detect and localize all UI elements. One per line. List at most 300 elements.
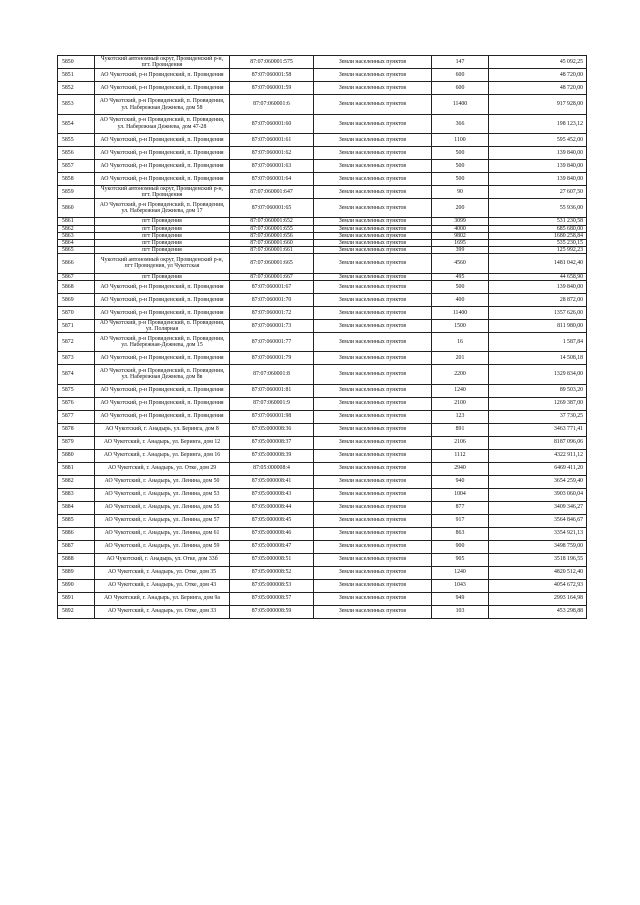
table-row bbox=[58, 592, 587, 605]
row-number: 5892 bbox=[58, 605, 95, 618]
cadastral-number-cell: 87:05:000008:41 bbox=[230, 475, 314, 488]
address-cell: АО Чукотский, р-н Провиденский, п. Провидения bbox=[95, 397, 230, 410]
cadastral-value-cell: 453 298,88 bbox=[489, 605, 587, 618]
area-cell: 1100 bbox=[432, 133, 489, 146]
land-category-cell: Земли населенных пунктов bbox=[314, 462, 432, 475]
table-row bbox=[58, 239, 587, 246]
land-category-cell: Земли населенных пунктов bbox=[314, 579, 432, 592]
land-category-cell: Земли населенных пунктов bbox=[314, 56, 432, 69]
row-number: 5874 bbox=[58, 365, 95, 384]
area-cell: 600 bbox=[432, 69, 489, 82]
land-category-cell: Земли населенных пунктов bbox=[314, 449, 432, 462]
land-category-cell: Земли населенных пунктов bbox=[314, 254, 432, 273]
table-row bbox=[58, 293, 587, 306]
cadastral-value-cell: 3654 259,40 bbox=[489, 475, 587, 488]
address-cell: АО Чукотский, р-н Провиденский, п. Провидения bbox=[95, 82, 230, 95]
table-row bbox=[58, 566, 587, 579]
table-body bbox=[58, 56, 587, 619]
cadastral-number-cell: 87:05:000008:57 bbox=[230, 592, 314, 605]
cadastral-number-cell: 87:07:060001:660 bbox=[230, 239, 314, 246]
cadastral-number-cell: 87:07:060001:59 bbox=[230, 82, 314, 95]
cadastral-number-cell: 87:07:060001:81 bbox=[230, 384, 314, 397]
address-cell: АО Чукотский, р-н Провиденский, п. Провидения bbox=[95, 306, 230, 319]
land-category-cell: Земли населенных пунктов bbox=[314, 95, 432, 114]
row-number: 5879 bbox=[58, 436, 95, 449]
cadastral-number-cell: 87:05:000008:53 bbox=[230, 579, 314, 592]
cadastral-value-cell: 4322 911,12 bbox=[489, 449, 587, 462]
address-cell: пгт Провидения bbox=[95, 273, 230, 280]
address-cell: АО Чукотский, г. Анадырь, ул. Беринга, дом 16 bbox=[95, 449, 230, 462]
area-cell: 891 bbox=[432, 423, 489, 436]
address-cell: пгт Провидения bbox=[95, 247, 230, 254]
table-row bbox=[58, 280, 587, 293]
cadastral-number-cell: 87:07:060001:70 bbox=[230, 293, 314, 306]
cadastral-value-cell: 595 452,00 bbox=[489, 133, 587, 146]
cadastral-value-cell: 1329 834,00 bbox=[489, 365, 587, 384]
land-category-cell: Земли населенных пунктов bbox=[314, 566, 432, 579]
cadastral-number-cell: 87:07:060001:575 bbox=[230, 56, 314, 69]
address-cell: АО Чукотский, г. Анадырь, ул. Ленина, дом 50 bbox=[95, 475, 230, 488]
address-cell: АО Чукотский, г. Анадырь, ул. Беринга, дом 12 bbox=[95, 436, 230, 449]
land-category-cell: Земли населенных пунктов bbox=[314, 185, 432, 198]
cadastral-number-cell: 87:07:060001:656 bbox=[230, 232, 314, 239]
land-category-cell: Земли населенных пунктов bbox=[314, 384, 432, 397]
table-row bbox=[58, 333, 587, 352]
land-category-cell: Земли населенных пунктов bbox=[314, 239, 432, 246]
cadastral-value-cell: 6469 411,20 bbox=[489, 462, 587, 475]
cadastral-value-cell: 27 607,50 bbox=[489, 185, 587, 198]
cadastral-number-cell: 87:05:000008:44 bbox=[230, 501, 314, 514]
area-cell: 400 bbox=[432, 293, 489, 306]
cadastral-value-cell: 535 230,15 bbox=[489, 239, 587, 246]
cadastral-number-cell: 87:07:060001:73 bbox=[230, 319, 314, 332]
table-row bbox=[58, 352, 587, 365]
address-cell: АО Чукотский, р-н Провиденский, п. Провидения bbox=[95, 133, 230, 146]
table-row bbox=[58, 199, 587, 218]
row-number: 5866 bbox=[58, 254, 95, 273]
address-cell: АО Чукотский, г. Анадырь, ул. Ленина, дом 57 bbox=[95, 514, 230, 527]
row-number: 5875 bbox=[58, 384, 95, 397]
table-row bbox=[58, 273, 587, 280]
row-number: 5860 bbox=[58, 199, 95, 218]
area-cell: 1043 bbox=[432, 579, 489, 592]
cadastral-number-cell: 87:05:000008:37 bbox=[230, 436, 314, 449]
table-row bbox=[58, 488, 587, 501]
row-number: 5856 bbox=[58, 146, 95, 159]
area-cell: 500 bbox=[432, 172, 489, 185]
land-category-cell: Земли населенных пунктов bbox=[314, 280, 432, 293]
address-cell: АО Чукотский, р-н Провиденский, п. Провидения, ул. Набережная-Дежнева, дом 15 bbox=[95, 333, 230, 352]
area-cell: 366 bbox=[432, 114, 489, 133]
land-category-cell: Земли населенных пунктов bbox=[314, 352, 432, 365]
address-cell: АО Чукотский, г. Анадырь, ул. Отке, дом 35 bbox=[95, 566, 230, 579]
address-cell: АО Чукотский, г. Анадырь, ул. Беринга, дом 8 bbox=[95, 423, 230, 436]
area-cell: 2200 bbox=[432, 365, 489, 384]
area-cell: 9802 bbox=[432, 232, 489, 239]
row-number: 5867 bbox=[58, 273, 95, 280]
cadastral-value-cell: 55 936,00 bbox=[489, 199, 587, 218]
cadastral-number-cell: 87:05:000008:59 bbox=[230, 605, 314, 618]
land-category-cell: Земли населенных пунктов bbox=[314, 436, 432, 449]
land-category-cell: Земли населенных пунктов bbox=[314, 218, 432, 225]
land-category-cell: Земли населенных пунктов bbox=[314, 199, 432, 218]
address-cell: АО Чукотский, г. Анадырь, ул. Беринга, дом 9а bbox=[95, 592, 230, 605]
cadastral-value-cell: 48 720,00 bbox=[489, 69, 587, 82]
area-cell: 600 bbox=[432, 82, 489, 95]
address-cell: АО Чукотский, г. Анадырь, ул. Ленина, дом 53 bbox=[95, 488, 230, 501]
table-row bbox=[58, 306, 587, 319]
cadastral-number-cell: 87:07:060001:647 bbox=[230, 185, 314, 198]
cadastral-number-cell: 87:07:060001:60 bbox=[230, 114, 314, 133]
address-cell: АО Чукотский, г. Анадырь, ул. Отке, дом 33б bbox=[95, 553, 230, 566]
land-category-cell: Земли населенных пунктов bbox=[314, 159, 432, 172]
area-cell: 917 bbox=[432, 514, 489, 527]
table-row bbox=[58, 462, 587, 475]
table-row bbox=[58, 95, 587, 114]
cadastral-number-cell: 87:05:000008:47 bbox=[230, 540, 314, 553]
row-number: 5863 bbox=[58, 232, 95, 239]
address-cell: Чукотский автономный округ, Провиденский р-н, пгт. Провидения bbox=[95, 185, 230, 198]
row-number: 5852 bbox=[58, 82, 95, 95]
land-category-cell: Земли населенных пунктов bbox=[314, 114, 432, 133]
address-cell: АО Чукотский, р-н Провиденский, п. Провидения bbox=[95, 293, 230, 306]
land-category-cell: Земли населенных пунктов bbox=[314, 133, 432, 146]
table-row bbox=[58, 56, 587, 69]
area-cell: 399 bbox=[432, 247, 489, 254]
cadastral-value-cell: 3463 771,41 bbox=[489, 423, 587, 436]
table-row bbox=[58, 553, 587, 566]
table-row bbox=[58, 133, 587, 146]
land-plots-table bbox=[57, 55, 587, 619]
address-cell: АО Чукотский, г. Анадырь, ул. Отке, дом 29 bbox=[95, 462, 230, 475]
cadastral-number-cell: 87:07:060001:665 bbox=[230, 254, 314, 273]
row-number: 5878 bbox=[58, 423, 95, 436]
document-page bbox=[57, 55, 586, 619]
table-row bbox=[58, 397, 587, 410]
cadastral-value-cell: 1680 258,84 bbox=[489, 232, 587, 239]
row-number: 5883 bbox=[58, 488, 95, 501]
address-cell: АО Чукотский, г. Анадырь, ул. Ленина, дом 59 bbox=[95, 540, 230, 553]
area-cell: 4560 bbox=[432, 254, 489, 273]
area-cell: 949 bbox=[432, 592, 489, 605]
cadastral-value-cell: 1269 387,00 bbox=[489, 397, 587, 410]
address-cell: АО Чукотский, г. Анадырь, ул. Ленина, дом 55 bbox=[95, 501, 230, 514]
cadastral-value-cell: 139 840,00 bbox=[489, 146, 587, 159]
cadastral-number-cell: 87:07:060001:62 bbox=[230, 146, 314, 159]
address-cell: АО Чукотский, р-н Провиденский, п. Провидения bbox=[95, 410, 230, 423]
table-row bbox=[58, 514, 587, 527]
cadastral-value-cell: 3518 196,55 bbox=[489, 553, 587, 566]
cadastral-number-cell: 87:05:000008:43 bbox=[230, 488, 314, 501]
table-row bbox=[58, 185, 587, 198]
cadastral-value-cell: 44 658,90 bbox=[489, 273, 587, 280]
land-category-cell: Земли населенных пунктов bbox=[314, 232, 432, 239]
address-cell: АО Чукотский, р-н Провиденский, п. Провидения, ул. Набережная Дежнева, дом 17 bbox=[95, 199, 230, 218]
land-category-cell: Земли населенных пунктов bbox=[314, 514, 432, 527]
address-cell: АО Чукотский, р-н Провиденский, п. Провидения bbox=[95, 172, 230, 185]
cadastral-value-cell: 48 720,00 bbox=[489, 82, 587, 95]
land-category-cell: Земли населенных пунктов bbox=[314, 69, 432, 82]
cadastral-number-cell: 87:07:060001:63 bbox=[230, 159, 314, 172]
cadastral-number-cell: 87:05:000008:52 bbox=[230, 566, 314, 579]
address-cell: АО Чукотский, р-н Провиденский, п. Провидения, ул. Набережная Дежнева, дом 58 bbox=[95, 95, 230, 114]
area-cell: 11400 bbox=[432, 95, 489, 114]
row-number: 5871 bbox=[58, 319, 95, 332]
address-cell: Чукотский автономный округ, Провиденский р-н, пгт. Провидения bbox=[95, 56, 230, 69]
table-row bbox=[58, 449, 587, 462]
cadastral-number-cell: 87:05:000008:46 bbox=[230, 527, 314, 540]
cadastral-number-cell: 87:07:060001:61 bbox=[230, 133, 314, 146]
cadastral-value-cell: 4054 672,93 bbox=[489, 579, 587, 592]
row-number: 5890 bbox=[58, 579, 95, 592]
address-cell: АО Чукотский, р-н Провиденский, п. Провидения, ул. Набережная Дежнева, дом 47-28 bbox=[95, 114, 230, 133]
area-cell: 1500 bbox=[432, 319, 489, 332]
row-number: 5865 bbox=[58, 247, 95, 254]
cadastral-value-cell: 45 092,25 bbox=[489, 56, 587, 69]
land-category-cell: Земли населенных пунктов bbox=[314, 527, 432, 540]
address-cell: АО Чукотский, г. Анадырь, ул. Ленина, дом 61 bbox=[95, 527, 230, 540]
area-cell: 2100 bbox=[432, 397, 489, 410]
area-cell: 4000 bbox=[432, 225, 489, 232]
cadastral-number-cell: 87:07:060001:652 bbox=[230, 218, 314, 225]
table-row bbox=[58, 319, 587, 332]
land-category-cell: Земли населенных пунктов bbox=[314, 306, 432, 319]
land-category-cell: Земли населенных пунктов bbox=[314, 553, 432, 566]
land-category-cell: Земли населенных пунктов bbox=[314, 172, 432, 185]
cadastral-value-cell: 1357 626,00 bbox=[489, 306, 587, 319]
area-cell: 900 bbox=[432, 540, 489, 553]
cadastral-value-cell: 3903 060,04 bbox=[489, 488, 587, 501]
area-cell: 500 bbox=[432, 280, 489, 293]
row-number: 5855 bbox=[58, 133, 95, 146]
area-cell: 201 bbox=[432, 352, 489, 365]
land-category-cell: Земли населенных пунктов bbox=[314, 605, 432, 618]
land-category-cell: Земли населенных пунктов bbox=[314, 397, 432, 410]
table-row bbox=[58, 254, 587, 273]
land-category-cell: Земли населенных пунктов bbox=[314, 488, 432, 501]
table-row bbox=[58, 247, 587, 254]
area-cell: 1240 bbox=[432, 384, 489, 397]
row-number: 5891 bbox=[58, 592, 95, 605]
cadastral-number-cell: 87:07:060001:72 bbox=[230, 306, 314, 319]
address-cell: АО Чукотский, р-н Провиденский, п. Провидения bbox=[95, 384, 230, 397]
table-row bbox=[58, 232, 587, 239]
row-number: 5884 bbox=[58, 501, 95, 514]
land-category-cell: Земли населенных пунктов bbox=[314, 475, 432, 488]
row-number: 5887 bbox=[58, 540, 95, 553]
area-cell: 90 bbox=[432, 185, 489, 198]
cadastral-number-cell: 87:07:060001:667 bbox=[230, 273, 314, 280]
cadastral-value-cell: 139 840,00 bbox=[489, 172, 587, 185]
cadastral-value-cell: 198 123,12 bbox=[489, 114, 587, 133]
cadastral-value-cell: 3498 759,00 bbox=[489, 540, 587, 553]
row-number: 5861 bbox=[58, 218, 95, 225]
address-cell: Чукотский автономный округ, Провиденский р-н, пгт Провидения, ул Чукотская bbox=[95, 254, 230, 273]
row-number: 5876 bbox=[58, 397, 95, 410]
row-number: 5859 bbox=[58, 185, 95, 198]
area-cell: 2940 bbox=[432, 462, 489, 475]
cadastral-value-cell: 531 230,58 bbox=[489, 218, 587, 225]
cadastral-number-cell: 87:05:000008:4 bbox=[230, 462, 314, 475]
land-category-cell: Земли населенных пунктов bbox=[314, 247, 432, 254]
area-cell: 1004 bbox=[432, 488, 489, 501]
cadastral-value-cell: 3409 346,27 bbox=[489, 501, 587, 514]
area-cell: 2106 bbox=[432, 436, 489, 449]
cadastral-number-cell: 87:05:000008:45 bbox=[230, 514, 314, 527]
cadastral-value-cell: 1 587,84 bbox=[489, 333, 587, 352]
land-category-cell: Земли населенных пунктов bbox=[314, 540, 432, 553]
address-cell: АО Чукотский, р-н Провиденский, п. Провидения bbox=[95, 69, 230, 82]
cadastral-number-cell: 87:07:060001:58 bbox=[230, 69, 314, 82]
land-category-cell: Земли населенных пунктов bbox=[314, 293, 432, 306]
cadastral-number-cell: 87:07:060001:8 bbox=[230, 365, 314, 384]
cadastral-number-cell: 87:07:060001:65 bbox=[230, 199, 314, 218]
row-number: 5869 bbox=[58, 293, 95, 306]
row-number: 5877 bbox=[58, 410, 95, 423]
land-category-cell: Земли населенных пунктов bbox=[314, 225, 432, 232]
row-number: 5886 bbox=[58, 527, 95, 540]
area-cell: 1112 bbox=[432, 449, 489, 462]
area-cell: 940 bbox=[432, 475, 489, 488]
row-number: 5858 bbox=[58, 172, 95, 185]
area-cell: 123 bbox=[432, 410, 489, 423]
area-cell: 495 bbox=[432, 273, 489, 280]
cadastral-number-cell: 87:07:060001:67 bbox=[230, 280, 314, 293]
land-category-cell: Земли населенных пунктов bbox=[314, 501, 432, 514]
row-number: 5870 bbox=[58, 306, 95, 319]
table-row bbox=[58, 527, 587, 540]
row-number: 5868 bbox=[58, 280, 95, 293]
row-number: 5882 bbox=[58, 475, 95, 488]
cadastral-value-cell: 37 730,25 bbox=[489, 410, 587, 423]
cadastral-number-cell: 87:05:000008:39 bbox=[230, 449, 314, 462]
row-number: 5885 bbox=[58, 514, 95, 527]
row-number: 5881 bbox=[58, 462, 95, 475]
table-row bbox=[58, 225, 587, 232]
cadastral-value-cell: 139 840,00 bbox=[489, 159, 587, 172]
cadastral-number-cell: 87:07:060001:64 bbox=[230, 172, 314, 185]
area-cell: 11400 bbox=[432, 306, 489, 319]
table-row bbox=[58, 146, 587, 159]
table-row bbox=[58, 579, 587, 592]
land-category-cell: Земли населенных пунктов bbox=[314, 410, 432, 423]
cadastral-value-cell: 1481 042,40 bbox=[489, 254, 587, 273]
cadastral-number-cell: 87:05:000008:36 bbox=[230, 423, 314, 436]
cadastral-value-cell: 2993 164,98 bbox=[489, 592, 587, 605]
address-cell: АО Чукотский, р-н Провиденский, п. Провидения bbox=[95, 159, 230, 172]
cadastral-value-cell: 14 508,18 bbox=[489, 352, 587, 365]
row-number: 5888 bbox=[58, 553, 95, 566]
address-cell: пгт Провидения bbox=[95, 225, 230, 232]
address-cell: АО Чукотский, г. Анадырь, ул. Отке, дом 33 bbox=[95, 605, 230, 618]
cadastral-value-cell: 139 840,00 bbox=[489, 280, 587, 293]
area-cell: 1695 bbox=[432, 239, 489, 246]
cadastral-number-cell: 87:07:060001:77 bbox=[230, 333, 314, 352]
cadastral-value-cell: 3564 846,67 bbox=[489, 514, 587, 527]
area-cell: 200 bbox=[432, 199, 489, 218]
table-row bbox=[58, 159, 587, 172]
address-cell: пгт Провидения bbox=[95, 218, 230, 225]
area-cell: 103 bbox=[432, 605, 489, 618]
cadastral-value-cell: 811 980,00 bbox=[489, 319, 587, 332]
land-category-cell: Земли населенных пунктов bbox=[314, 319, 432, 332]
cadastral-number-cell: 87:05:000008:51 bbox=[230, 553, 314, 566]
area-cell: 3099 bbox=[432, 218, 489, 225]
area-cell: 863 bbox=[432, 527, 489, 540]
cadastral-number-cell: 87:07:060001:661 bbox=[230, 247, 314, 254]
table-row bbox=[58, 384, 587, 397]
row-number: 5857 bbox=[58, 159, 95, 172]
row-number: 5851 bbox=[58, 69, 95, 82]
table-row bbox=[58, 423, 587, 436]
land-category-cell: Земли населенных пунктов bbox=[314, 333, 432, 352]
area-cell: 905 bbox=[432, 553, 489, 566]
address-cell: АО Чукотский, р-н Провиденский, п. Провидения bbox=[95, 146, 230, 159]
address-cell: пгт Провидения bbox=[95, 239, 230, 246]
row-number: 5873 bbox=[58, 352, 95, 365]
cadastral-value-cell: 917 928,00 bbox=[489, 95, 587, 114]
row-number: 5872 bbox=[58, 333, 95, 352]
address-cell: АО Чукотский, р-н Провиденский, п. Провидения, ул. Полярная bbox=[95, 319, 230, 332]
cadastral-value-cell: 125 992,23 bbox=[489, 247, 587, 254]
address-cell: пгт Провидения bbox=[95, 232, 230, 239]
row-number: 5850 bbox=[58, 56, 95, 69]
cadastral-value-cell: 89 503,20 bbox=[489, 384, 587, 397]
table-row bbox=[58, 540, 587, 553]
land-category-cell: Земли населенных пунктов bbox=[314, 592, 432, 605]
cadastral-number-cell: 87:07:060001:6 bbox=[230, 95, 314, 114]
area-cell: 500 bbox=[432, 159, 489, 172]
cadastral-value-cell: 3354 921,13 bbox=[489, 527, 587, 540]
table-row bbox=[58, 114, 587, 133]
cadastral-number-cell: 87:07:060001:655 bbox=[230, 225, 314, 232]
table-row bbox=[58, 69, 587, 82]
land-category-cell: Земли населенных пунктов bbox=[314, 82, 432, 95]
land-category-cell: Земли населенных пунктов bbox=[314, 146, 432, 159]
row-number: 5864 bbox=[58, 239, 95, 246]
cadastral-value-cell: 8187 096,06 bbox=[489, 436, 587, 449]
address-cell: АО Чукотский, р-н Провиденский, п. Провидения, ул. Набережная Дежнева, дом 8в bbox=[95, 365, 230, 384]
table-row bbox=[58, 82, 587, 95]
area-cell: 16 bbox=[432, 333, 489, 352]
table-row bbox=[58, 501, 587, 514]
address-cell: АО Чукотский, р-н Провиденский, п. Провидения bbox=[95, 352, 230, 365]
area-cell: 877 bbox=[432, 501, 489, 514]
table-row bbox=[58, 172, 587, 185]
address-cell: АО Чукотский, р-н Провиденский, п. Провидения bbox=[95, 280, 230, 293]
cadastral-value-cell: 685 680,00 bbox=[489, 225, 587, 232]
table-row bbox=[58, 218, 587, 225]
cadastral-number-cell: 87:07:060001:79 bbox=[230, 352, 314, 365]
cadastral-value-cell: 28 872,00 bbox=[489, 293, 587, 306]
cadastral-number-cell: 87:07:060001:98 bbox=[230, 410, 314, 423]
area-cell: 147 bbox=[432, 56, 489, 69]
row-number: 5880 bbox=[58, 449, 95, 462]
table-row bbox=[58, 605, 587, 618]
cadastral-number-cell: 87:07:060001:9 bbox=[230, 397, 314, 410]
row-number: 5853 bbox=[58, 95, 95, 114]
table-row bbox=[58, 475, 587, 488]
area-cell: 1240 bbox=[432, 566, 489, 579]
land-category-cell: Земли населенных пунктов bbox=[314, 365, 432, 384]
area-cell: 500 bbox=[432, 146, 489, 159]
table-row bbox=[58, 410, 587, 423]
table-row bbox=[58, 436, 587, 449]
row-number: 5889 bbox=[58, 566, 95, 579]
row-number: 5862 bbox=[58, 225, 95, 232]
address-cell: АО Чукотский, г. Анадырь, ул. Отке, дом 43 bbox=[95, 579, 230, 592]
land-category-cell: Земли населенных пунктов bbox=[314, 423, 432, 436]
